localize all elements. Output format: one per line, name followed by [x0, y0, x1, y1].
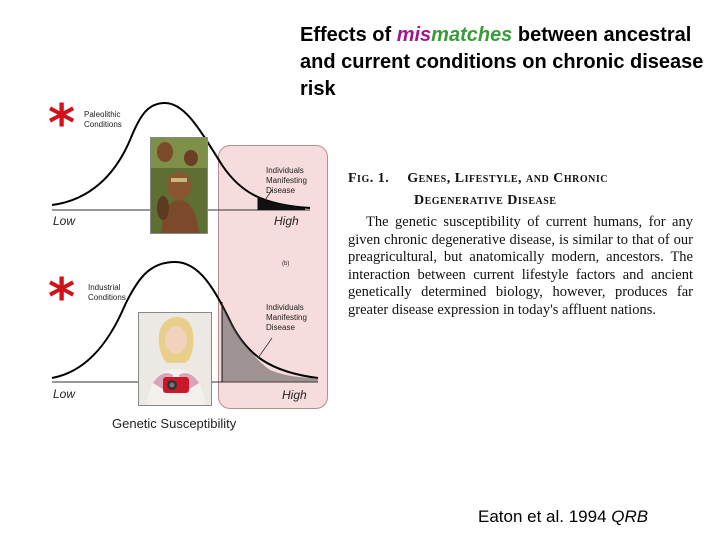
bottom-asterisk: * [48, 268, 76, 328]
bottom-individuals-line1: Individuals [266, 303, 304, 312]
industrial-label [88, 283, 126, 303]
paleolithic-line1: Paleolithic [84, 110, 121, 119]
citation-journal: QRB [611, 507, 649, 526]
bottom-individuals-line2: Manifesting [266, 313, 307, 322]
modern-woman-icon [139, 313, 211, 405]
caption-fig-label: Fig. 1. [348, 171, 390, 186]
caption-heading [348, 168, 693, 212]
citation-text: Eaton et al. 1994 [478, 507, 612, 526]
bottom-low-label: Low [53, 387, 76, 401]
top-high-label: High [274, 214, 299, 228]
top-individuals-label [266, 166, 307, 196]
modern-woman-photo [138, 312, 212, 406]
x-axis-label: Genetic Susceptibility [112, 416, 237, 431]
industrial-line2: Conditions [88, 293, 126, 302]
figure-caption [348, 168, 693, 319]
caption-heading-line2: Degenerative Disease [414, 193, 557, 208]
industrial-line1: Industrial [88, 283, 121, 292]
caption-body: The genetic susceptibility of current humans, for any given chronic degenerative disease, is similar to that of our preagricultural, but anatomically modern, ancestors. The interaction between current lifestyle factors and ancient genetically determined biology, however, produces far greater disease expression in today's affluent nations. [348, 214, 693, 318]
bottom-individuals-line3: Disease [266, 323, 295, 332]
bottom-high-label: High [282, 388, 307, 402]
caption-heading-line1: Genes, Lifestyle, and Chronic [407, 171, 608, 186]
top-low-label: Low [53, 214, 76, 228]
tribal-people-photo [150, 137, 208, 234]
title-mis: mis [396, 24, 432, 46]
top-individuals-line1: Individuals [266, 166, 304, 175]
top-asterisk: * [48, 94, 76, 154]
citation [478, 507, 648, 527]
top-individuals-line2: Manifesting [266, 176, 307, 185]
title-rest: between ancestral and current conditions on chronic disease risk [300, 24, 704, 100]
paleolithic-line2: Conditions [84, 120, 122, 129]
paleolithic-label [84, 110, 122, 130]
title-matches: matches [431, 24, 513, 46]
top-individuals-line3: Disease [266, 186, 295, 195]
title-prefix: Effects of [300, 24, 397, 46]
bottom-individuals-label [266, 303, 307, 333]
bottom-pointer-line [258, 338, 272, 358]
panel-marker-b: (b) [282, 261, 290, 267]
tribal-people-icon [151, 138, 207, 233]
